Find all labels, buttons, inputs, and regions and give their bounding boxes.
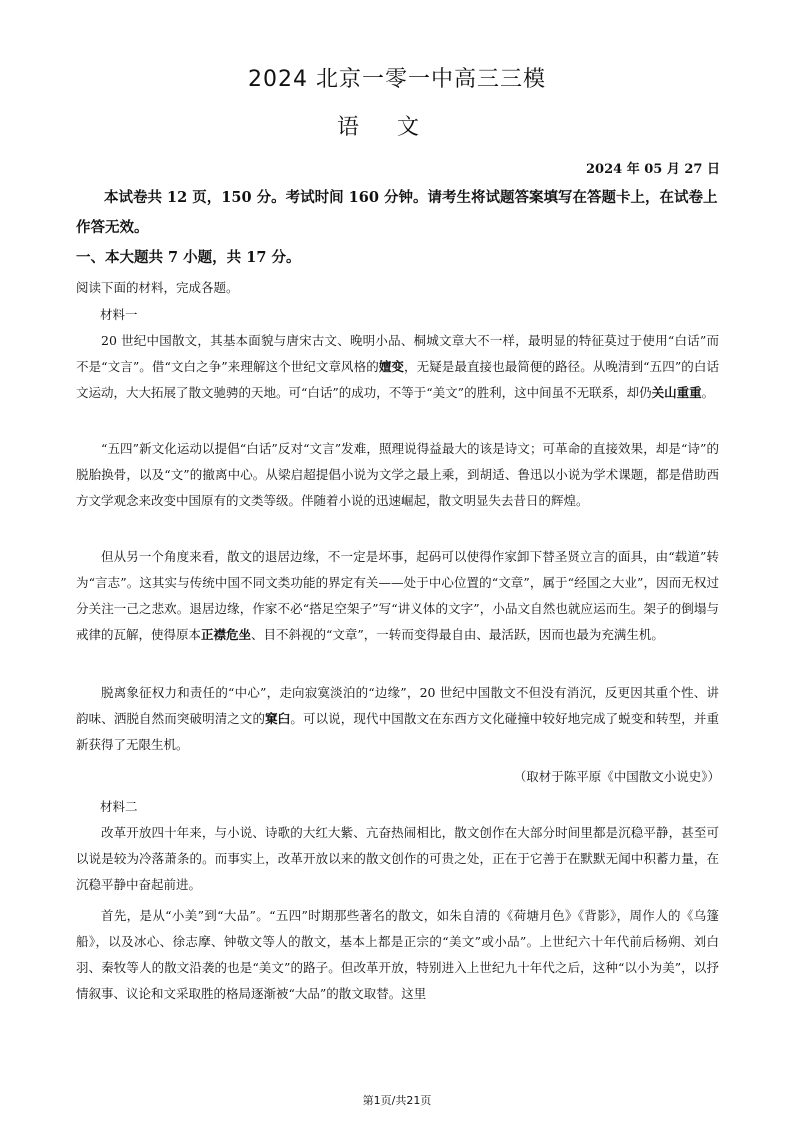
emphasized-term: 正襟危坐 (201, 627, 252, 642)
paragraph-text: 但从另一个角度来看，散文的退居边缘，不一定是坏事，起码可以使得作家卸下替圣贤立言的面具，由“载道”转为“言志”。这其实与传统中国不同文类功能的界定有关——处于中心位置的“文章”，属于“经国之大业”，因而无权过分关注一己之悲欢。退居边缘，作家不必“搭足空架子”写“讲义体的文字”，小品文自然也就应运而生。架子的倒塌与戒律的瓦解，使得原本 (76, 549, 719, 642)
material-1-paragraph-4 (76, 680, 719, 758)
material-1-paragraph-2: “五四”新文化运动以提倡“白话”反对“文言”发难，照理说得益最大的该是诗文；可革命的直接效果，却是“诗”的脱胎换骨，以及“文”的撤离中心。从梁启超提倡小说为文学之最上乘，到胡适、鲁迅以小说为学术课题，都是借助西方文学观念来改变中国原有的文类等级。伴随着小说的迅速崛起，散文明显失去昔日的辉煌。 (76, 441, 719, 508)
subject-title: 语文 (336, 115, 457, 140)
emphasized-term: 关山重重 (651, 385, 702, 400)
material-2-label: 材料二 (100, 799, 138, 814)
material-1-paragraph-1 (76, 328, 719, 406)
reading-instruction: 阅读下面的材料，完成各题。 (76, 280, 239, 295)
section-heading: 一、本大题共 7 小题，共 17 分。 (76, 249, 301, 266)
source-citation: （取材于陈平原《中国散文小说史》） (513, 769, 720, 784)
exam-date: 2024 年 05 月 27 日 (586, 162, 720, 177)
material-2-paragraph-2: 首先，是从“小美”到“大品”。“五四”时期那些著名的散文，如朱自清的《荷塘月色》《背影》，周作人的《乌篷船》，以及冰心、徐志摩、钟敬文等人的散文，基本上都是正宗的“美文”或小品”。上世纪六十年代前后杨朔、刘白羽、秦牧等人的散文沿袭的也是“美文”的路子。但改革开放，特别进入上世纪九十年代之后，这种“以小为美”，以抒情叙事、议论和文采取胜的格局逐渐被“大品”的散文取替。这里 (76, 908, 719, 1001)
paragraph-text: 20 世纪中国散文，其基本面貌与唐宋古文、晚明小品、桐城文章大不一样，最明显的特征莫过于使用“白话”而不是“文言”。借“文白之争”来理解这个世纪文章风格的 (76, 333, 719, 374)
exam-notice: 本试卷共 12 页，150 分。考试时间 160 分钟。请考生将试题答案填写在答题卡上，在试卷上作答无效。 (76, 189, 718, 236)
emphasized-term: 窠臼 (265, 711, 291, 726)
material-2-paragraph-1: 改革开放四十年来，与小说、诗歌的大红大紫、亢奋热闹相比，散文创作在大部分时间里都是沉稳平静，甚至可以说是较为冷落萧条的。而事实上，改革开放以来的散文创作的可贵之处，正在于它善于在默默无闻中积蓄力量，在沉稳平静中奋起前进。 (76, 825, 719, 892)
material-1-paragraph-3 (76, 544, 719, 648)
exam-title: 2024 北京一零一中高三三模 (248, 67, 546, 92)
material-1-label: 材料一 (100, 307, 138, 322)
paragraph-text: 、目不斜视的“文章”，一转而变得最自由、最活跃，因而也最为充满生机。 (251, 627, 664, 642)
paragraph-text: ，无疑是最直接也最简便的路径。从晚清到“五四”的白话文运动，大大拓展了散文驰骋的天地。可“白话”的成功，不等于“美文”的胜利，这中间虽不无联系，却仍 (76, 359, 719, 400)
page-footer: 第1页/共21页 (362, 1094, 432, 1107)
emphasized-term: 嬗变 (378, 359, 405, 374)
paragraph-text: 。 (701, 385, 715, 400)
paragraph-text: 脱离象征权力和责任的“中心”，走向寂寞淡泊的“边缘”，20 世纪中国散文不但没有消沉，反更因其重个性、讲韵味、洒脱自然而突破明清之文的 (76, 685, 719, 726)
paragraph-text: 。可以说，现代中国散文在东西方文化碰撞中较好地完成了蜕变和转型，并重新获得了无限生机。 (76, 711, 719, 752)
